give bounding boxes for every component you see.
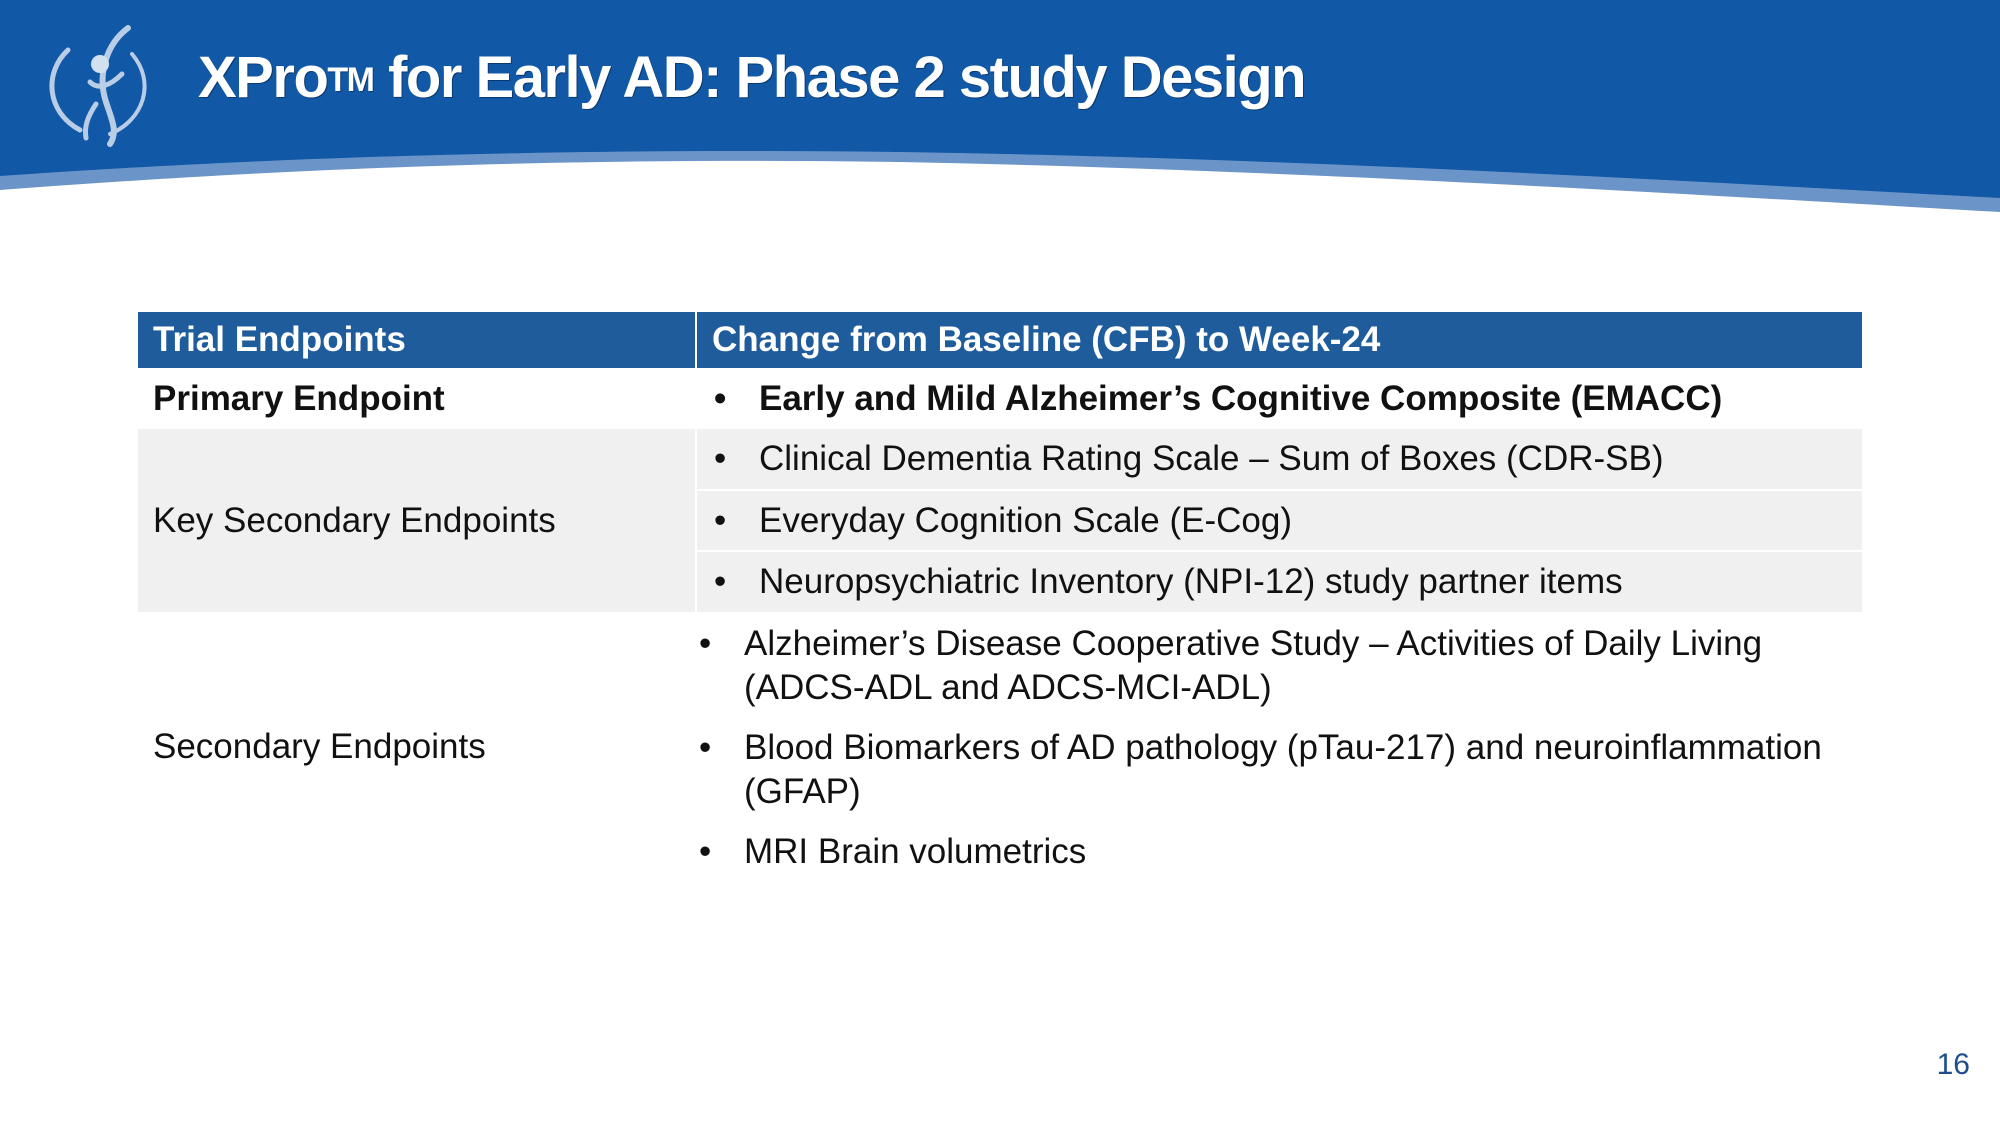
secondary-endpoints-row	[138, 612, 1862, 882]
secondary-item: • Blood Biomarkers of AD pathology (pTau-217) and neuroinflammation (GFAP)	[697, 726, 1862, 814]
primary-endpoint-row	[138, 368, 1862, 429]
table-header-row	[138, 312, 1862, 368]
secondary-item: • Alzheimer’s Disease Cooperative Study – Activities of Daily Living (ADCS-ADL and ADCS-MCI-ADL)	[697, 622, 1862, 710]
title-rest: for Early AD: Phase 2 study Design	[373, 45, 1306, 110]
key-secondary-item: • Clinical Dementia Rating Scale – Sum of Boxes (CDR-SB)	[712, 437, 1862, 481]
key-secondary-item: • Everyday Cognition Scale (E-Cog)	[712, 499, 1862, 543]
page-number: 16	[1936, 1048, 1970, 1081]
header-trial-endpoints: Trial Endpoints	[138, 312, 696, 368]
title-prefix: XPro	[198, 45, 328, 110]
header-change-from-baseline: Change from Baseline (CFB) to Week-24	[696, 312, 1862, 368]
slide-title	[198, 44, 1305, 112]
primary-endpoint-label: Primary Endpoint	[153, 378, 445, 418]
key-secondary-label: Key Secondary Endpoints	[138, 429, 696, 612]
key-secondary-row	[138, 429, 1862, 490]
trademark-superscript: TM	[327, 61, 374, 99]
primary-endpoint-item: • Early and Mild Alzheimer’s Cognitive Composite (EMACC)	[712, 377, 1862, 421]
key-secondary-item: • Neuropsychiatric Inventory (NPI-12) study partner items	[712, 560, 1862, 604]
secondary-item: • MRI Brain volumetrics	[697, 830, 1862, 874]
endpoints-table	[138, 312, 1862, 882]
human-figure-swirl-logo-icon	[40, 20, 158, 150]
secondary-endpoints-label: Secondary Endpoints	[153, 727, 486, 766]
header-banner	[0, 0, 2000, 230]
